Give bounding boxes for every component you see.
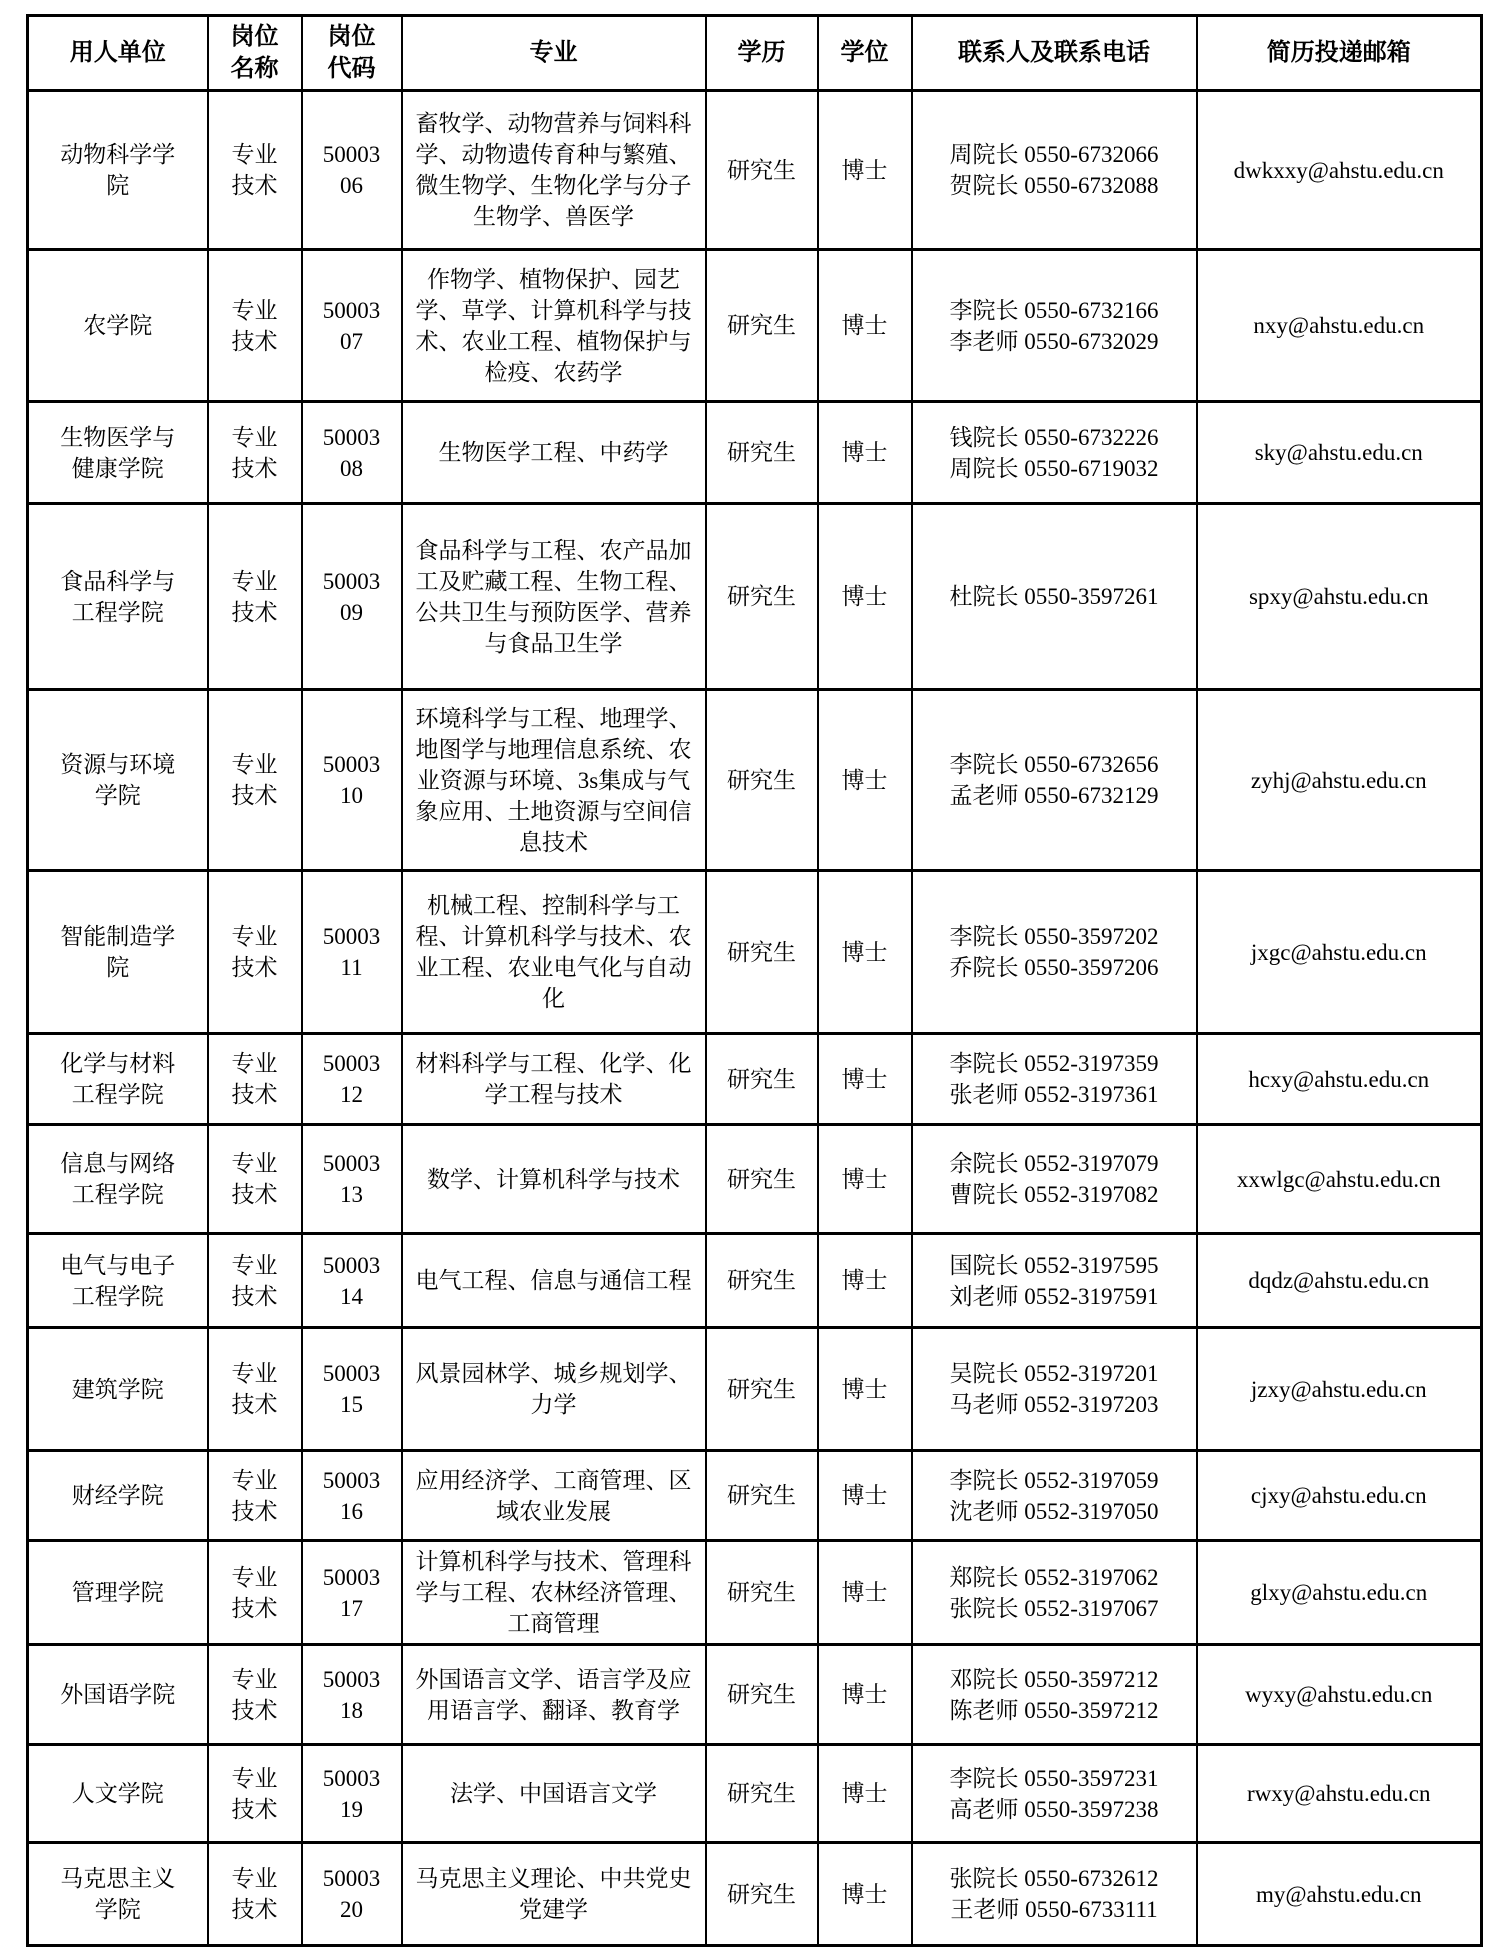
cell-majors: 马克思主义理论、中共党史党建学 [402,1843,706,1946]
cell-email: sky@ahstu.edu.cn [1197,402,1482,504]
header-cell-education: 学历 [706,16,818,91]
cell-post: 专业技术 [208,1843,302,1946]
cell-code: 5000307 [302,250,402,402]
contact-line-2: 曹院长 0552-3197082 [949,1182,1159,1207]
cell-post: 专业技术 [208,250,302,402]
cell-education: 研究生 [706,504,818,690]
cell-degree: 博士 [818,1541,912,1645]
cell-unit: 管理学院 [28,1541,208,1645]
cell-degree: 博士 [818,1745,912,1843]
header-cell-unit: 用人单位 [28,16,208,91]
cell-email: dqdz@ahstu.edu.cn [1197,1234,1482,1328]
header-cell-post-code: 岗位代码 [302,16,402,91]
cell-email: glxy@ahstu.edu.cn [1197,1541,1482,1645]
cell-unit: 资源与环境学院 [28,690,208,871]
cell-unit: 农学院 [28,250,208,402]
cell-education: 研究生 [706,1328,818,1451]
cell-post: 专业技术 [208,1451,302,1541]
cell-email: zyhj@ahstu.edu.cn [1197,690,1482,871]
table-row [28,690,1482,871]
cell-post: 专业技术 [208,690,302,871]
cell-majors: 法学、中国语言文学 [402,1745,706,1843]
cell-contact [912,871,1197,1034]
cell-code: 5000306 [302,91,402,250]
cell-post: 专业技术 [208,1034,302,1125]
cell-contact [912,1451,1197,1541]
cell-code: 5000313 [302,1125,402,1234]
cell-majors: 机械工程、控制科学与工程、计算机科学与技术、农业工程、农业电气化与自动化 [402,871,706,1034]
cell-majors: 材料科学与工程、化学、化学工程与技术 [402,1034,706,1125]
contact-line-2: 沈老师 0552-3197050 [949,1498,1159,1524]
contact-line-1: 邓院长 0550-3597212 [949,1666,1159,1692]
table-row [28,1541,1482,1645]
cell-unit: 人文学院 [28,1745,208,1843]
cell-unit: 生物医学与健康学院 [28,402,208,504]
header-cell-degree: 学位 [818,16,912,91]
cell-degree: 博士 [818,402,912,504]
cell-degree: 博士 [818,1843,912,1946]
cell-degree: 博士 [818,690,912,871]
cell-unit: 外国语学院 [28,1645,208,1745]
cell-unit: 马克思主义学院 [28,1843,208,1946]
contact-line-1: 周院长 0550-6732066 [949,142,1159,167]
cell-education: 研究生 [706,1541,818,1645]
cell-email: hcxy@ahstu.edu.cn [1197,1034,1482,1125]
table-row [28,1234,1482,1328]
cell-post: 专业技术 [208,1328,302,1451]
cell-degree: 博士 [818,250,912,402]
contact-line-1: 李院长 0550-6732656 [949,752,1159,777]
cell-email: my@ahstu.edu.cn [1197,1843,1482,1946]
cell-majors: 电气工程、信息与通信工程 [402,1234,706,1328]
contact-line-2: 乔院长 0550-3597206 [949,955,1159,980]
cell-code: 5000308 [302,402,402,504]
table-row [28,1034,1482,1125]
cell-education: 研究生 [706,1645,818,1745]
contact-line-1: 郑院长 0552-3197062 [949,1564,1159,1590]
cell-education: 研究生 [706,1843,818,1946]
contact-line-1: 李院长 0550-3597202 [949,924,1159,949]
cell-unit: 信息与网络工程学院 [28,1125,208,1234]
cell-post: 专业技术 [208,402,302,504]
cell-email: wyxy@ahstu.edu.cn [1197,1645,1482,1745]
contact-line-1: 李院长 0550-6732166 [949,297,1159,323]
recruitment-table [26,14,1483,1947]
cell-contact [912,690,1197,871]
cell-code: 5000317 [302,1541,402,1645]
cell-degree: 博士 [818,504,912,690]
cell-education: 研究生 [706,91,818,250]
header-cell-post-name: 岗位名称 [208,16,302,91]
cell-contact [912,1328,1197,1451]
cell-email: xxwlgc@ahstu.edu.cn [1197,1125,1482,1234]
cell-contact [912,1645,1197,1745]
contact-line-2: 孟老师 0550-6732129 [949,783,1159,808]
cell-code: 5000311 [302,871,402,1034]
cell-post: 专业技术 [208,1645,302,1745]
cell-majors: 食品科学与工程、农产品加工及贮藏工程、生物工程、公共卫生与预防医学、营养与食品卫生学 [402,504,706,690]
table-row [28,1125,1482,1234]
cell-education: 研究生 [706,1034,818,1125]
cell-code: 5000319 [302,1745,402,1843]
cell-contact [912,1125,1197,1234]
cell-degree: 博士 [818,91,912,250]
cell-contact [912,1034,1197,1125]
table-row [28,871,1482,1034]
contact-line-2: 张老师 0552-3197361 [949,1082,1159,1107]
cell-contact [912,250,1197,402]
contact-line-1: 杜院长 0550-3597261 [949,584,1159,609]
contact-line-1: 余院长 0552-3197079 [949,1151,1159,1176]
cell-email: spxy@ahstu.edu.cn [1197,504,1482,690]
table-row [28,91,1482,250]
cell-education: 研究生 [706,690,818,871]
contact-line-2: 刘老师 0552-3197591 [949,1283,1159,1309]
cell-unit: 智能制造学院 [28,871,208,1034]
header-row [28,16,1482,91]
table-row [28,1745,1482,1843]
cell-unit: 建筑学院 [28,1328,208,1451]
cell-education: 研究生 [706,402,818,504]
cell-contact [912,402,1197,504]
contact-line-2: 贺院长 0550-6732088 [949,173,1159,198]
contact-line-2: 高老师 0550-3597238 [949,1796,1159,1822]
header-cell-contact: 联系人及联系电话 [912,16,1197,91]
table-row [28,1328,1482,1451]
cell-degree: 博士 [818,1451,912,1541]
cell-contact [912,91,1197,250]
table-row [28,402,1482,504]
cell-majors: 风景园林学、城乡规划学、力学 [402,1328,706,1451]
contact-line-1: 李院长 0552-3197059 [949,1467,1159,1493]
cell-unit: 食品科学与工程学院 [28,504,208,690]
cell-email: nxy@ahstu.edu.cn [1197,250,1482,402]
cell-degree: 博士 [818,1125,912,1234]
cell-contact [912,504,1197,690]
cell-education: 研究生 [706,1451,818,1541]
contact-line-1: 吴院长 0552-3197201 [949,1361,1159,1386]
contact-line-2: 马老师 0552-3197203 [949,1392,1159,1417]
cell-code: 5000309 [302,504,402,690]
cell-post: 专业技术 [208,1234,302,1328]
cell-email: cjxy@ahstu.edu.cn [1197,1451,1482,1541]
cell-contact [912,1843,1197,1946]
contact-line-2: 李老师 0550-6732029 [949,328,1159,354]
cell-degree: 博士 [818,1034,912,1125]
cell-majors: 计算机科学与技术、管理科学与工程、农林经济管理、工商管理 [402,1541,706,1645]
cell-post: 专业技术 [208,91,302,250]
cell-majors: 环境科学与工程、地理学、地图学与地理信息系统、农业资源与环境、3s集成与气象应用、土地资源与空间信息技术 [402,690,706,871]
cell-post: 专业技术 [208,1541,302,1645]
contact-line-2: 陈老师 0550-3597212 [949,1697,1159,1723]
cell-code: 5000314 [302,1234,402,1328]
cell-degree: 博士 [818,1328,912,1451]
cell-contact [912,1234,1197,1328]
cell-education: 研究生 [706,250,818,402]
cell-education: 研究生 [706,1125,818,1234]
cell-post: 专业技术 [208,1125,302,1234]
table-row [28,1645,1482,1745]
cell-email: dwkxxy@ahstu.edu.cn [1197,91,1482,250]
cell-majors: 应用经济学、工商管理、区域农业发展 [402,1451,706,1541]
cell-majors: 畜牧学、动物营养与饲料科学、动物遗传育种与繁殖、微生物学、生物化学与分子生物学、兽医学 [402,91,706,250]
cell-contact [912,1541,1197,1645]
cell-education: 研究生 [706,1745,818,1843]
cell-post: 专业技术 [208,871,302,1034]
cell-unit: 财经学院 [28,1451,208,1541]
contact-line-1: 国院长 0552-3197595 [949,1252,1159,1278]
cell-degree: 博士 [818,871,912,1034]
cell-post: 专业技术 [208,1745,302,1843]
cell-unit: 动物科学学院 [28,91,208,250]
cell-majors: 作物学、植物保护、园艺学、草学、计算机科学与技术、农业工程、植物保护与检疫、农药学 [402,250,706,402]
cell-education: 研究生 [706,1234,818,1328]
cell-education: 研究生 [706,871,818,1034]
cell-code: 5000316 [302,1451,402,1541]
cell-contact [912,1745,1197,1843]
contact-line-1: 张院长 0550-6732612 [949,1866,1159,1891]
contact-line-2: 周院长 0550-6719032 [949,455,1159,481]
contact-line-2: 王老师 0550-6733111 [950,1897,1158,1922]
contact-line-1: 李院长 0552-3197359 [949,1051,1159,1076]
cell-unit: 化学与材料工程学院 [28,1034,208,1125]
cell-email: jzxy@ahstu.edu.cn [1197,1328,1482,1451]
table-row [28,504,1482,690]
cell-email: jxgc@ahstu.edu.cn [1197,871,1482,1034]
header-cell-majors: 专业 [402,16,706,91]
cell-majors: 数学、计算机科学与技术 [402,1125,706,1234]
contact-line-2: 张院长 0552-3197067 [949,1595,1159,1621]
cell-code: 5000315 [302,1328,402,1451]
cell-majors: 生物医学工程、中药学 [402,402,706,504]
contact-line-1: 钱院长 0550-6732226 [949,424,1159,450]
cell-code: 5000320 [302,1843,402,1946]
cell-degree: 博士 [818,1234,912,1328]
cell-majors: 外国语言文学、语言学及应用语言学、翻译、教育学 [402,1645,706,1745]
cell-email: rwxy@ahstu.edu.cn [1197,1745,1482,1843]
contact-line-1: 李院长 0550-3597231 [949,1765,1159,1791]
cell-code: 5000318 [302,1645,402,1745]
cell-unit: 电气与电子工程学院 [28,1234,208,1328]
cell-code: 5000310 [302,690,402,871]
cell-code: 5000312 [302,1034,402,1125]
table-row [28,1843,1482,1946]
cell-post: 专业技术 [208,504,302,690]
table-row [28,250,1482,402]
table-row [28,1451,1482,1541]
cell-degree: 博士 [818,1645,912,1745]
header-cell-email: 简历投递邮箱 [1197,16,1482,91]
